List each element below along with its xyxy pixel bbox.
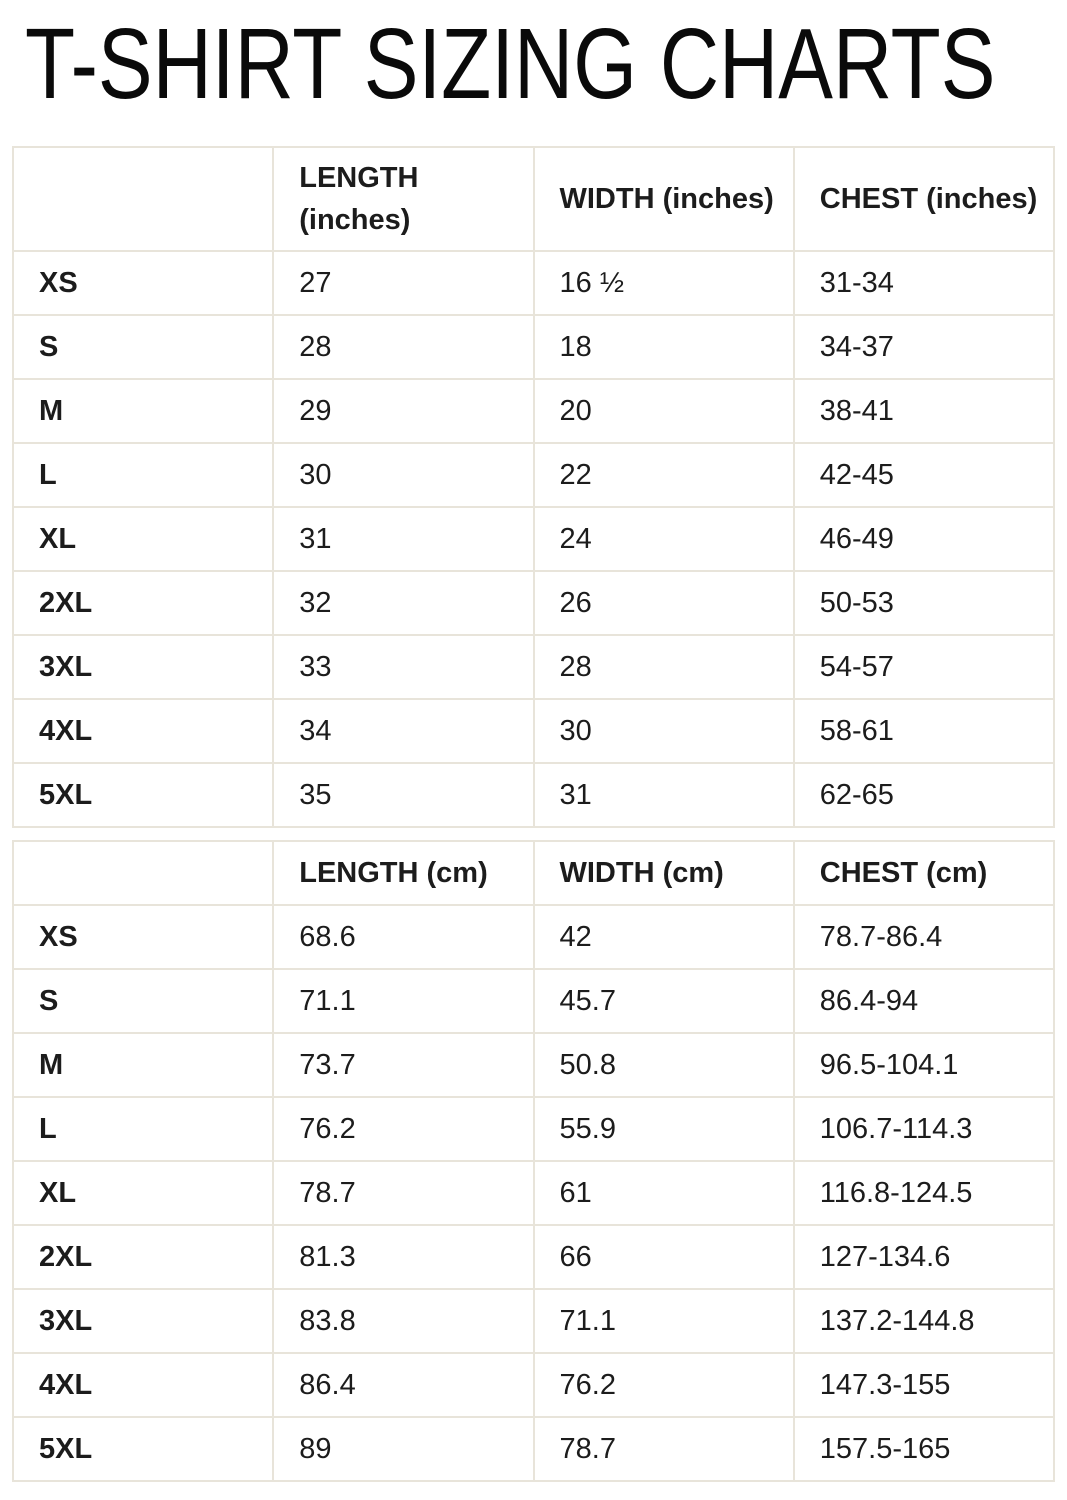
sizing-table-inches: [12, 146, 1055, 828]
width-cell: 20: [534, 379, 794, 443]
length-cell: 83.8: [273, 1289, 533, 1353]
chest-cell: 62-65: [794, 763, 1054, 827]
chest-cell: 157.5-165: [794, 1417, 1054, 1481]
size-cell: XL: [13, 507, 273, 571]
size-cell: S: [13, 315, 273, 379]
size-cell: 5XL: [13, 763, 273, 827]
header-row: [13, 841, 1054, 905]
length-cell: 76.2: [273, 1097, 533, 1161]
size-cell: 2XL: [13, 571, 273, 635]
table-row: [13, 1033, 1054, 1097]
width-cell: 55.9: [534, 1097, 794, 1161]
width-cell: 76.2: [534, 1353, 794, 1417]
corner-cell: [13, 841, 273, 905]
column-header-chest: CHEST (inches): [794, 147, 1054, 251]
width-cell: 31: [534, 763, 794, 827]
chest-cell: 38-41: [794, 379, 1054, 443]
length-cell: 29: [273, 379, 533, 443]
length-cell: 68.6: [273, 905, 533, 969]
size-cell: XL: [13, 1161, 273, 1225]
column-header-length: LENGTH (cm): [273, 841, 533, 905]
length-cell: 32: [273, 571, 533, 635]
width-cell: 42: [534, 905, 794, 969]
length-cell: 27: [273, 251, 533, 315]
width-cell: 16 ½: [534, 251, 794, 315]
table-row: [13, 571, 1054, 635]
chest-cell: 127-134.6: [794, 1225, 1054, 1289]
width-cell: 22: [534, 443, 794, 507]
size-cell: 3XL: [13, 1289, 273, 1353]
length-cell: 86.4: [273, 1353, 533, 1417]
length-cell: 28: [273, 315, 533, 379]
chest-cell: 34-37: [794, 315, 1054, 379]
chest-cell: 106.7-114.3: [794, 1097, 1054, 1161]
width-cell: 24: [534, 507, 794, 571]
size-cell: 4XL: [13, 1353, 273, 1417]
table-row: [13, 1161, 1054, 1225]
chest-cell: 96.5-104.1: [794, 1033, 1054, 1097]
size-cell: 5XL: [13, 1417, 273, 1481]
table-row: [13, 251, 1054, 315]
table-row: [13, 379, 1054, 443]
size-cell: M: [13, 379, 273, 443]
column-header-length: [273, 147, 533, 251]
size-cell: S: [13, 969, 273, 1033]
length-cell: 31: [273, 507, 533, 571]
table-row: [13, 1289, 1054, 1353]
width-cell: 61: [534, 1161, 794, 1225]
width-cell: 50.8: [534, 1033, 794, 1097]
length-cell: 89: [273, 1417, 533, 1481]
table-row: [13, 315, 1054, 379]
chest-cell: 116.8-124.5: [794, 1161, 1054, 1225]
table-row: [13, 763, 1054, 827]
table-row: [13, 1353, 1054, 1417]
size-cell: 3XL: [13, 635, 273, 699]
chest-cell: 78.7-86.4: [794, 905, 1054, 969]
table-row: [13, 1417, 1054, 1481]
column-header-width: WIDTH (inches): [534, 147, 794, 251]
size-cell: XS: [13, 905, 273, 969]
length-cell: 71.1: [273, 969, 533, 1033]
length-cell: 34: [273, 699, 533, 763]
table-row: [13, 969, 1054, 1033]
table-row: [13, 905, 1054, 969]
size-cell: XS: [13, 251, 273, 315]
width-cell: 30: [534, 699, 794, 763]
length-cell: 30: [273, 443, 533, 507]
chest-cell: 147.3-155: [794, 1353, 1054, 1417]
length-cell: 33: [273, 635, 533, 699]
size-cell: L: [13, 1097, 273, 1161]
length-cell: 35: [273, 763, 533, 827]
sizing-table-cm: [12, 840, 1055, 1482]
length-cell: 73.7: [273, 1033, 533, 1097]
header-row: [13, 147, 1054, 251]
table-row: [13, 699, 1054, 763]
chest-cell: 50-53: [794, 571, 1054, 635]
column-header-width: WIDTH (cm): [534, 841, 794, 905]
table-row: [13, 1225, 1054, 1289]
width-cell: 18: [534, 315, 794, 379]
size-cell: 2XL: [13, 1225, 273, 1289]
column-header-chest: CHEST (cm): [794, 841, 1054, 905]
width-cell: 71.1: [534, 1289, 794, 1353]
size-cell: M: [13, 1033, 273, 1097]
corner-cell: [13, 147, 273, 251]
chest-cell: 58-61: [794, 699, 1054, 763]
chest-cell: 42-45: [794, 443, 1054, 507]
chest-cell: 54-57: [794, 635, 1054, 699]
size-cell: L: [13, 443, 273, 507]
chest-cell: 137.2-144.8: [794, 1289, 1054, 1353]
width-cell: 26: [534, 571, 794, 635]
chest-cell: 31-34: [794, 251, 1054, 315]
chest-cell: 46-49: [794, 507, 1054, 571]
table-row: [13, 1097, 1054, 1161]
width-cell: 45.7: [534, 969, 794, 1033]
page-title: T-SHIRT SIZING CHARTS: [25, 8, 996, 120]
table-row: [13, 507, 1054, 571]
size-cell: 4XL: [13, 699, 273, 763]
width-cell: 78.7: [534, 1417, 794, 1481]
table-row: [13, 443, 1054, 507]
width-cell: 28: [534, 635, 794, 699]
chest-cell: 86.4-94: [794, 969, 1054, 1033]
width-cell: 66: [534, 1225, 794, 1289]
table-row: [13, 635, 1054, 699]
length-cell: 81.3: [273, 1225, 533, 1289]
length-cell: 78.7: [273, 1161, 533, 1225]
column-header-length-label: LENGTH (inches): [299, 161, 419, 236]
